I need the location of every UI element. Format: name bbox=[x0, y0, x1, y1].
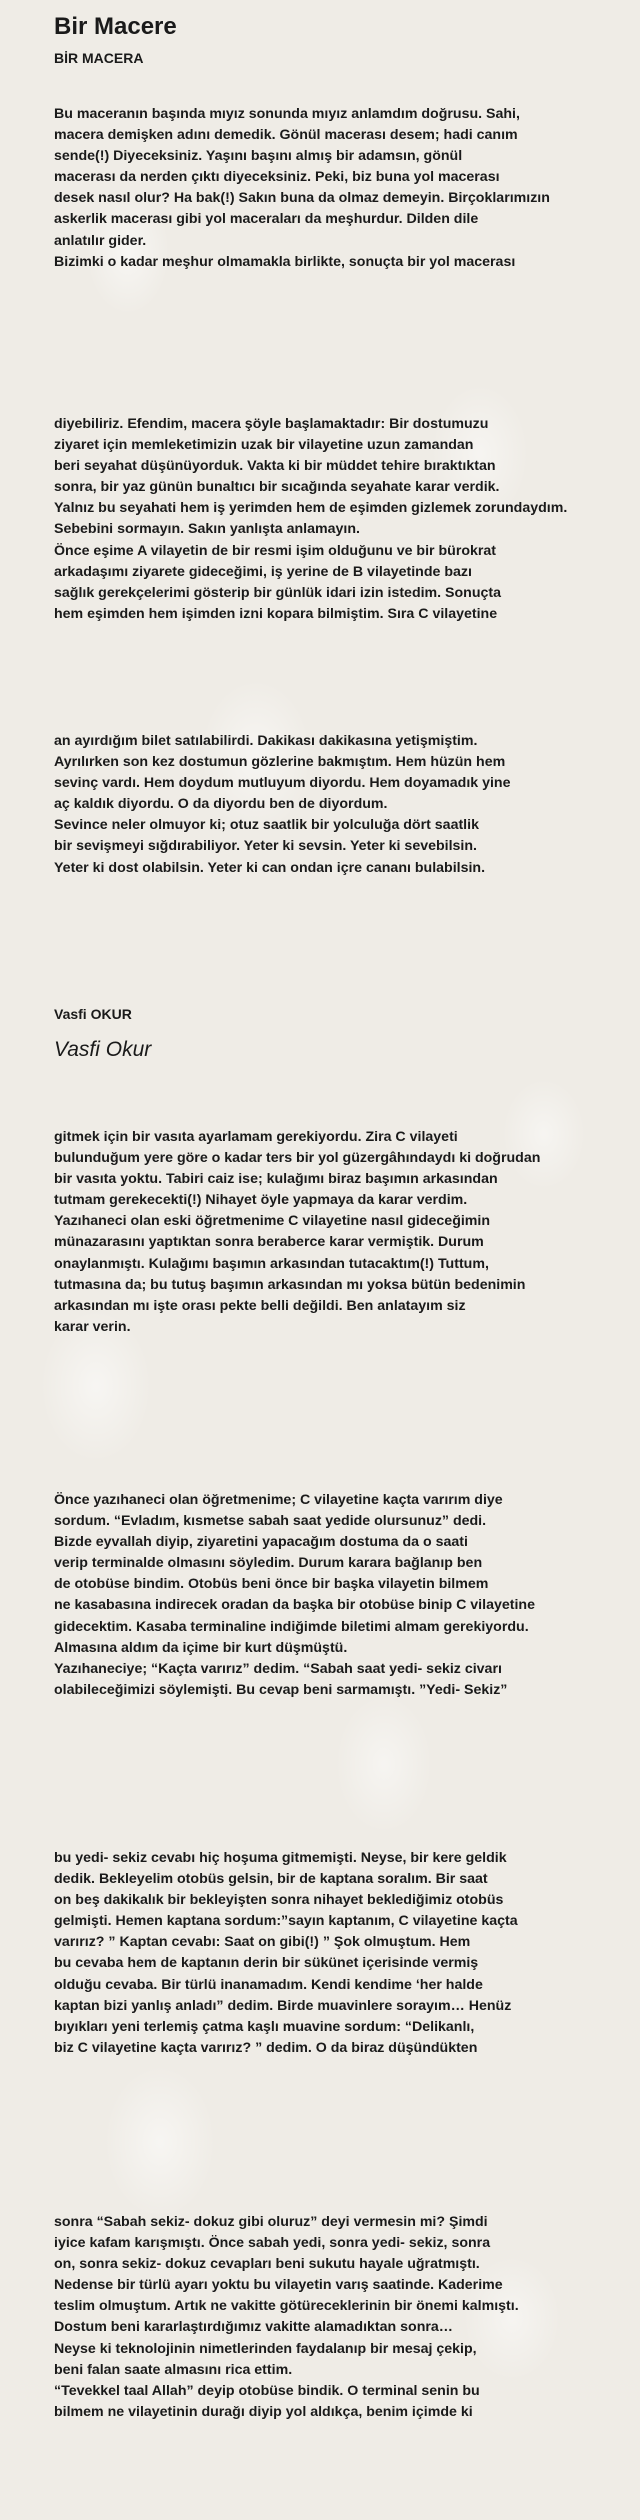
paragraph-1: Bu maceranın başında mıyız sonunda mıyız anlamdım doğrusu. Sahi, macera demişken adını demedik. Gönül macerası desem; hadi canım sende(!) Diyeceksiniz. Yaşını başını almış bir adamsın, gönül macerası da nerden çıktı diyeceksiniz. Peki, biz buna yol macerası desek nasıl olur? Ha bak(!) Sakın buna da olmaz demeyin. Birçoklarımızın askerlik macerası gibi yol maceraları da meşhurdur. Dilden dile anlatılır gider. Bizimki o kadar meşhur olmamakla birlikte, sonuçta bir yol macerası bbox=[54, 106, 550, 270]
page-title: Bir Macere bbox=[54, 13, 177, 40]
paragraph-4: gitmek için bir vasıta ayarlamam gerekiyordu. Zira C vilayeti bulunduğum yere göre o kadar ters bir yol güzergâhındaydı ki doğrudan bir vasıta yoktu. Tabiri caiz ise; kulağımı biraz başımın arkasından tutmam gerekecekti(!) Nihayet öyle yapmaya da karar verdim. Yazıhaneci olan eski öğretmenime C vilayetine nasıl gideceğimin münazarasını yaptıktan sonra beraberce karar vermiştik. Durum onaylanmıştı. Kulağımı başımın arkasından tutacaktım(!) Tuttum, tutmasına da; bu tutuş başımın arkasından mı yoksa bütün bedenimin arkasından mı işte orası pekte belli değildi. Ben anlatayım siz karar verin. bbox=[54, 1129, 541, 1335]
page-subtitle: BİR MACERA bbox=[54, 50, 144, 66]
paragraph-7: sonra “Sabah sekiz- dokuz gibi oluruz” deyi vermesin mi? Şimdi iyice kafam karışmıştı. Önce sabah yedi, sonra yedi- sekiz, sonra on, sonra sekiz- dokuz cevapları beni sukutu hayale uğratmıştı. Nedense bir türlü ayarı yoktu bu vilayetin varış saatinde. Kaderime teslim olmuştum. Artık ne vakitte götüreceklerinin bir önemi kalmıştı. Dostum beni kararlaştırdığımız vakitte alamadıktan sonra… Neyse ki teknolojinin nimetlerinden faydalanıp bir mesaj çekip, beni falan saate almasını rica ettim. “Tevekkel taal Allah” deyip otobüse bindik. O terminal senin bu bilmem ne vilayetinin durağı diyip yol aldıkça, benim içimde ki bbox=[54, 2214, 519, 2420]
paragraph-5: Önce yazıhaneci olan öğretmenime; C vilayetine kaçta varırım diye sordum. “Evladım, kısmetse sabah saat yedide olursunuz” dedi. Bizde eyvallah diyip, ziyaretini yapacağım dostuma da o saati verip terminalde olmasını söyledim. Durum karara bağlanıp ben de otobüse bindim. Otobüs beni önce bir başka vilayetin bilmem ne kasabasına indirecek oradan da başka bir otobüse binip C vilayetine gidecektim. Kasaba terminaline indiğimde biletimi almam gerekiyordu. Almasına aldım da içime bir kurt düşmüştü. Yazıhaneciye; “Kaçta varırız” dedim. “Sabah saat yedi- sekiz civarı olabileceğimizi söylemişti. Bu cevap beni sarmamıştı. ”Yedi- Sekiz” bbox=[54, 1492, 535, 1698]
author-name: Vasfi OKUR bbox=[54, 1006, 132, 1022]
document-header bbox=[54, 12, 634, 68]
author-signature: Vasfi Okur bbox=[54, 1038, 152, 1061]
paragraph-3: an ayırdığım bilet satılabilirdi. Dakikası dakikasına yetişmiştim. Ayrılırken son kez dostumun gözlerine bakmıştım. Hem hüzün hem sevinç vardı. Hem doydum mutluyum diyordu. Hem doyamadık yine aç kaldık diyordu. O da diyordu ben de diyordum. Sevince neler olmuyor ki; otuz saatlik bir yolculuğa dört saatlik bir sevişmeyi sığdırabiliyor. Yeter ki sevsin. Yeter ki sevebilsin. Yeter ki dost olabilsin. Yeter ki can ondan içre cananı bulabilsin. bbox=[54, 733, 511, 876]
paragraph-6: bu yedi- sekiz cevabı hiç hoşuma gitmemişti. Neyse, bir kere geldik dedik. Bekleyelim otobüs gelsin, bir de kaptana soralım. Bir saat on beş dakikalık bir bekleyişten sonra nihayet beklediğimiz otobüs gelmişti. Hemen kaptana sordum:”sayın kaptanım, C vilayetine kaçta varırız? ” Kaptan cevabı: Saat on gibi(!) ” Şok olmuştum. Hem bu cevaba hem de kaptanın derin bir sükünet içerisinde vermiş olduğu cevaba. Bir türlü inanamadım. Kendi kendime ‘her halde kaptan bizi yanlış anladı” dedim. Birde muavinlere sorayım… Henüz bıyıkları yeni terlemiş çatma kaşlı muavine sordum: “Delikanlı, biz C vilayetine kaçta varırız? ” dedim. O da biraz düşündükten bbox=[54, 1850, 518, 2056]
paragraph-2: diyebiliriz. Efendim, macera şöyle başlamaktadır: Bir dostumuzu ziyaret için memleketimizin uzak bir vilayetine uzun zamandan beri seyahat düşünüyorduk. Vakta ki bir müddet tehire bıraktıktan sonra, bir yaz günün bunaltıcı bir sıcağında seyahate karar verdik. Yalnız bu seyahati hem iş yerimden hem de eşimden gizlemek zorundaydım. Sebebini sormayın. Sakın yanlışta anlamayın. Önce eşime A vilayetin de bir resmi işim olduğunu ve bir bürokrat arkadaşımı ziyarete gideceğimi, iş yerine de B vilayetinde bazı sağlık gerekçelerimi gösterip bir günlük idari izin istedim. Sonuçta hem eşimden hem işimden izni kopara bilmiştim. Sıra C vilayetine bbox=[54, 416, 568, 622]
